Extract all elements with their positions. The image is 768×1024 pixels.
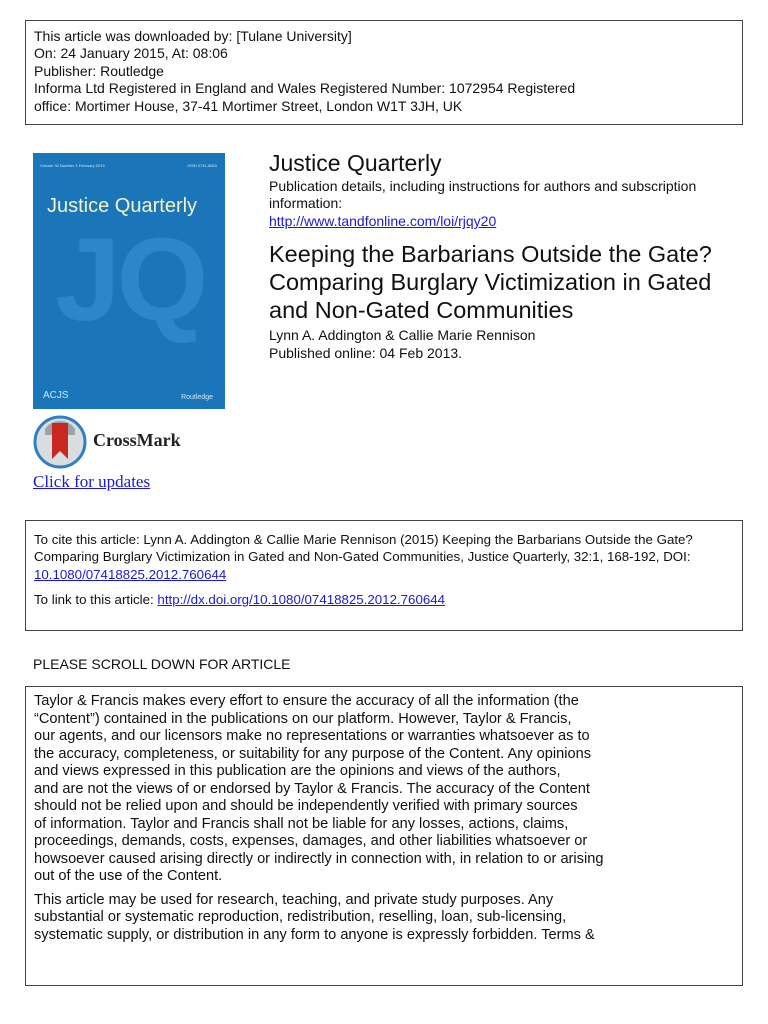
journal-link[interactable]: http://www.tandfonline.com/loi/rjqy20 xyxy=(269,213,497,229)
crossmark-icon xyxy=(33,415,89,469)
citation-text: To cite this article: Lynn A. Addington & Callie Marie Rennison (2015) Keeping the Barbarians Outside the Gate? Comparing Burglary Victimization in Gated and Non-Gated Communities, Justice Quarterly, 32:1, 168-192, DOI: xyxy=(34,532,693,565)
download-line: This article was downloaded by: [Tulane University] xyxy=(34,28,352,44)
scroll-notice: PLEASE SCROLL DOWN FOR ARTICLE xyxy=(33,656,291,672)
published-date: Published online: 04 Feb 2013. xyxy=(269,345,463,361)
download-line: Informa Ltd Registered in England and Wales Registered Number: 1072954 Registered xyxy=(34,80,576,97)
cover-publisher-mark: ACJS xyxy=(43,390,69,401)
cover-issn: ISSN 0741-8825 xyxy=(187,163,217,168)
citation-box xyxy=(25,520,743,631)
cover-issue-line: Volume 32 Number 1 February 2015 xyxy=(40,163,105,168)
article-doi-url-link[interactable]: http://dx.doi.org/10.1080/07418825.2012.760644 xyxy=(157,591,446,607)
article-title: Keeping the Barbarians Outside the Gate? Comparing Burglary Victimization in Gated and Non-Gated Communities xyxy=(269,241,712,324)
citation-paragraph xyxy=(34,531,734,583)
cover-title: Justice Quarterly xyxy=(47,195,198,217)
crossmark-label: CrossMark xyxy=(93,430,181,450)
click-for-updates-link[interactable]: Click for updates xyxy=(33,472,151,491)
journal-cover-image xyxy=(33,153,225,409)
cover-monogram: JQ xyxy=(55,214,205,346)
disclaimer-box xyxy=(25,686,743,986)
doi-link[interactable]: 10.1080/07418825.2012.760644 xyxy=(34,566,227,582)
journal-title: Justice Quarterly xyxy=(269,150,442,176)
cover-routledge: Routledge xyxy=(181,394,213,401)
download-line: Publisher: Routledge xyxy=(34,62,164,79)
download-line: On: 24 January 2015, At: 08:06 xyxy=(34,45,228,62)
article-authors: Lynn A. Addington & Callie Marie Rennison xyxy=(269,327,536,343)
download-notice-box xyxy=(25,20,743,125)
disclaimer-paragraph: This article may be used for research, teaching, and private study purposes. Any substantial or systematic reproduction, redistribution, reselling, loan, sub-licensing, systematic supply, or distribution in any form to anyone is expressly forbidden. Terms & xyxy=(34,891,595,943)
link-label: To link to this article: xyxy=(34,591,158,607)
disclaimer-paragraph: Taylor & Francis makes every effort to ensure the accuracy of all the information (the “Content”) contained in the publications on our platform. However, Taylor & Francis, our agents, and our licensors make no representations or warranties whatsoever as to the accuracy, completeness, or suitability for any purpose of the Content. Any opinions and views expressed in this publication are the opinions and views of the authors, and are not the views of or endorsed by Taylor & Francis. The accuracy of the Content should not be relied upon and should be independently verified with primary sources of information. Taylor and Francis shall not be liable for any losses, actions, claims, proceedings, demands, costs, expenses, damages, and other liabilities whatsoever or howsoever caused arising directly or indirectly in connection with, in relation to or arising out of the use of the Content. xyxy=(34,693,604,884)
article-link-line xyxy=(34,591,734,608)
download-line: office: Mortimer House, 37-41 Mortimer Street, London W1T 3JH, UK xyxy=(34,97,463,114)
publication-details: Publication details, including instructions for authors and subscription information: xyxy=(269,178,697,211)
crossmark-logo[interactable] xyxy=(33,415,203,469)
